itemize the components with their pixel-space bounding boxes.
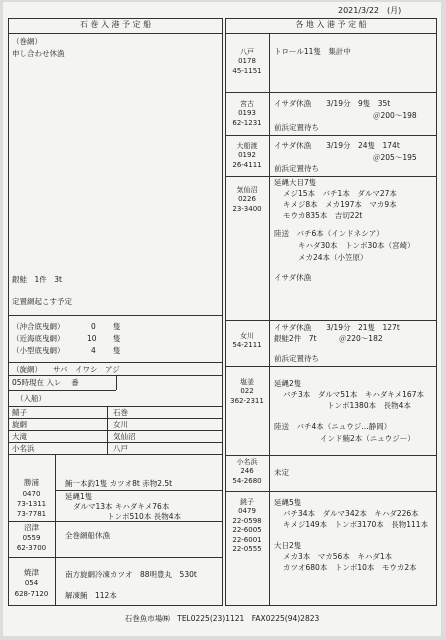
port-line: 鮪一本釣1隻 カツオ8t 赤物2.5t xyxy=(65,479,173,488)
trawl-type: （近海底曳網） xyxy=(12,334,65,343)
port-line: イサダ休漁 3/19分 24隻 174t xyxy=(274,141,400,150)
port-name: 塩釜 xyxy=(240,378,254,386)
port-code: 0193 xyxy=(238,109,256,118)
port-line: 延縄1隻 xyxy=(65,492,93,501)
port-name: 大船渡 xyxy=(236,142,258,150)
rule-yaizu-top xyxy=(8,557,223,558)
port-line: メジ15本 バチ1本 ダルマ27本 xyxy=(283,189,397,198)
port-tel: 628-7120 xyxy=(14,590,49,598)
port-info xyxy=(225,332,269,351)
port-name: 小名浜 xyxy=(236,458,258,466)
rule-grid-divider xyxy=(107,406,108,454)
left-header: 石 巻 入 港 予 定 船 xyxy=(79,20,152,29)
port-info xyxy=(225,186,269,214)
port-code: 054 xyxy=(24,579,39,587)
rule-grid-4 xyxy=(8,454,223,455)
port-line: キメジ8本 メカ197本 マカ9本 xyxy=(283,200,397,209)
nyusen-cell: 旋網 xyxy=(12,420,27,429)
port-tel: 22-0598 xyxy=(232,516,262,525)
rule-numazu-top xyxy=(8,521,223,522)
port-tel: 54-2680 xyxy=(232,476,262,485)
rule-trawl-top xyxy=(8,315,223,316)
trawl-count: 4 xyxy=(91,346,96,355)
port-line: イサダ休漁 3/19分 21隻 127t xyxy=(274,323,400,332)
port-line: モウカ835本 吉切22t xyxy=(283,211,363,220)
port-code: 0226 xyxy=(238,195,256,204)
port-line: トロール11隻 集計中 xyxy=(274,47,351,56)
port-line: 大日2隻 xyxy=(274,541,302,550)
port-line: カツオ680本 トンボ10本 モウカ2本 xyxy=(283,563,417,572)
port-line: 前浜定置待ち xyxy=(274,354,319,363)
nyusen-cell: 気仙沼 xyxy=(113,432,136,441)
right-header-rule xyxy=(225,33,437,34)
trawl-type: （沖合底曳網） xyxy=(12,322,65,331)
port-code: 0479 xyxy=(238,507,256,516)
port-line: ＠200～198 xyxy=(373,111,417,120)
nyusen-label: （入船） xyxy=(16,394,46,403)
port-name: 宮古 xyxy=(240,100,254,108)
port-line: 未定 xyxy=(274,468,289,477)
makiami-label: （巻網） xyxy=(12,37,42,46)
port-tel: 54-2111 xyxy=(232,341,262,350)
report-date: 2021/3/22 (月) xyxy=(338,6,402,15)
port-tel: 22-6005 xyxy=(232,526,262,535)
port-name: 銚子 xyxy=(240,498,254,506)
senko-species: サバ イワシ アジ xyxy=(53,365,120,374)
rule-katsuura-line xyxy=(55,490,223,491)
port-tel: 23-3400 xyxy=(232,204,262,213)
port-name: 八戸 xyxy=(240,48,254,56)
nyusen-cell: 大滝 xyxy=(12,432,27,441)
port-code: 246 xyxy=(240,467,254,476)
rule-senko-top xyxy=(8,362,223,363)
trawl-count: 0 xyxy=(91,322,96,331)
nyusen-cell: 石巻 xyxy=(113,408,128,417)
port-code: 022 xyxy=(240,387,254,396)
rule-onagawa-top xyxy=(225,320,437,321)
port-info xyxy=(225,142,269,170)
port-line: イサダ休漁 3/19分 9隻 35t xyxy=(274,99,391,108)
port-name: 焼津 xyxy=(24,568,39,577)
port-name: 気仙沼 xyxy=(236,186,258,194)
trawl-unit: 隻 xyxy=(113,334,121,343)
port-line: バチ3本 ダルマ51本 キハダキメ167本 xyxy=(283,390,424,399)
rule-ofunato-top xyxy=(225,135,437,136)
teichi-line: 定置網起こす予定 xyxy=(12,297,72,306)
port-info xyxy=(225,498,269,555)
port-info xyxy=(225,100,269,128)
port-tel: 73-7781 xyxy=(16,510,47,518)
port-line: バチ34本 ダルマ342本 キハダ226本 xyxy=(283,509,419,518)
port-code: 0559 xyxy=(22,534,41,542)
port-line: キメジ149本 トンボ3170本 長物111本 xyxy=(283,520,429,529)
rule-grid-3 xyxy=(8,442,223,443)
port-tel: 22-6001 xyxy=(232,535,262,544)
rule-kesennuma-top xyxy=(225,176,437,177)
port-line: トンボ1380本 長物4本 xyxy=(327,401,411,410)
port-line: 陸送 バチ4本（ニュウジ…静岡） xyxy=(274,422,392,431)
port-code: 0192 xyxy=(238,151,256,160)
nyusen-cell: 小名浜 xyxy=(12,444,35,453)
port-name: 女川 xyxy=(240,332,254,340)
rule-senko-divider xyxy=(116,375,117,390)
rule-grid-0 xyxy=(8,406,223,407)
right-header: 各 地 入 港 予 定 船 xyxy=(295,20,367,29)
port-line: メカ24本（小笠原） xyxy=(298,253,368,262)
left-header-rule xyxy=(8,33,223,34)
port-line: ダルマ13本 キハダキメ76本 xyxy=(73,502,170,511)
rule-miyako-top xyxy=(225,92,437,93)
port-line: 延縄大目7隻 xyxy=(274,178,317,187)
footer-contact: 石巻魚市場㈱ TEL0225(23)1121 FAX0225(94)2823 xyxy=(124,614,320,623)
port-code: 0470 xyxy=(22,490,41,498)
rule-senko-bottom xyxy=(8,390,116,391)
nyusen-cell: 鯖子 xyxy=(12,408,27,417)
rule-grid-1 xyxy=(8,418,223,419)
port-line: ＠205～195 xyxy=(373,153,417,162)
port-info xyxy=(225,458,269,486)
nyusen-cell: 八戸 xyxy=(113,444,128,453)
port-name: 勝浦 xyxy=(24,478,39,487)
port-code: 0178 xyxy=(238,57,256,66)
port-line: トンボ510本 長物4本 xyxy=(107,512,181,521)
port-tel: 73-1311 xyxy=(16,500,47,508)
left-port-divider xyxy=(55,454,56,606)
port-line: インド鮪2本（ニュウジー） xyxy=(320,434,415,443)
makiami-note: 申し合わせ休漁 xyxy=(12,49,65,58)
port-info xyxy=(225,378,269,406)
port-info xyxy=(225,48,269,76)
port-tel: 45-1151 xyxy=(232,66,262,75)
port-tel: 26-4111 xyxy=(232,160,262,169)
port-line: メカ3本 マカ56本 キハダ1本 xyxy=(283,552,393,561)
port-line: イサダ休漁 xyxy=(274,273,312,282)
trawl-count: 10 xyxy=(87,334,97,343)
report-sheet xyxy=(3,2,441,636)
port-line: 全巻網船休漁 xyxy=(65,531,110,540)
port-line: 陸送 バチ6本（インドネシア） xyxy=(274,229,384,238)
port-tel: 62-3700 xyxy=(16,544,47,552)
senko-time: 05時現在 入レ 番 xyxy=(12,378,79,387)
port-line: 南方旋網冷凍カツオ 88明豊丸 530t xyxy=(65,570,197,579)
port-name: 沼津 xyxy=(24,523,39,532)
trawl-type: （小型底曳網） xyxy=(12,346,65,355)
rule-grid-2 xyxy=(8,430,223,431)
trawl-unit: 隻 xyxy=(113,346,121,355)
senko-label: （旋網） xyxy=(12,365,42,374)
port-tel: 362-2311 xyxy=(230,396,264,405)
port-line: 前浜定置待ち xyxy=(274,164,319,173)
rule-choshi-top xyxy=(225,491,437,492)
port-line: 銀鮭2件 7t ＠220～182 xyxy=(274,334,383,343)
port-line: 延縄5隻 xyxy=(274,498,302,507)
port-tel: 22-0555 xyxy=(232,545,262,554)
port-tel: 62-1231 xyxy=(232,118,262,127)
port-line: 解凍鮪 112本 xyxy=(65,591,117,600)
port-line: キハダ30本 トンボ30本（宮崎） xyxy=(298,241,415,250)
rule-shiogama-top xyxy=(225,366,437,367)
port-line: 延縄2隻 xyxy=(274,379,302,388)
ginken-line: 銀鮭 1件 3t xyxy=(12,275,62,284)
rule-onahama-top xyxy=(225,455,437,456)
trawl-unit: 隻 xyxy=(113,322,121,331)
nyusen-cell: 女川 xyxy=(113,420,128,429)
port-line: 前浜定置待ち xyxy=(274,123,319,132)
